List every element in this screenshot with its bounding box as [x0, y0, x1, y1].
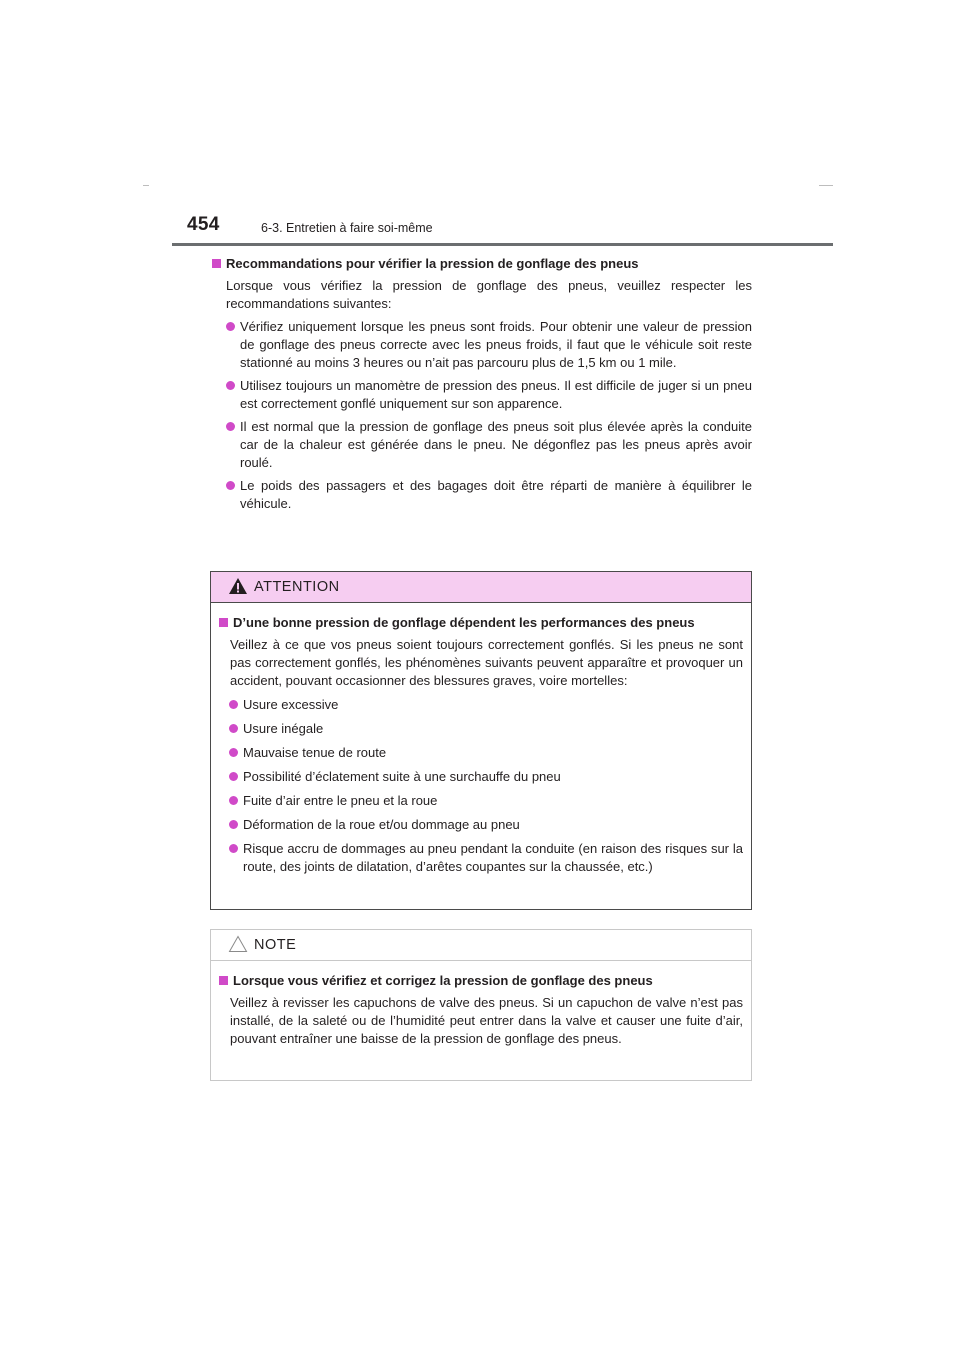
list-item: Déformation de la roue et/ou dommage au pneu: [229, 816, 743, 834]
square-bullet-icon: [219, 976, 228, 985]
list-item: Le poids des passagers et des bagages doit être réparti de manière à équilibrer le véhicule.: [226, 477, 752, 513]
list-item: Possibilité d’éclatement suite à une surchauffe du pneu: [229, 768, 743, 786]
dot-bullet-icon: [229, 724, 238, 733]
dot-bullet-icon: [226, 381, 235, 390]
list-item: Mauvaise tenue de route: [229, 744, 743, 762]
note-box: [210, 929, 752, 1081]
list-item: Fuite d’air entre le pneu et la roue: [229, 792, 743, 810]
note-body: [211, 961, 751, 1048]
crop-mark-right: [819, 185, 833, 186]
attention-heading: D’une bonne pression de gonflage dépendent les performances des pneus: [219, 614, 743, 632]
dot-bullet-icon: [226, 422, 235, 431]
section-title: 6-3. Entretien à faire soi-même: [261, 221, 433, 235]
dot-bullet-icon: [229, 772, 238, 781]
attention-header: [211, 572, 751, 603]
attention-text: Veillez à ce que vos pneus soient toujours correctement gonflés. Si les pneus ne sont pas correctement gonflés, les phénomènes suivants peuvent apparaître et provoquer un accident, pouvant occasionner des blessures graves, voire mortelles:: [230, 637, 743, 688]
list-item: Utilisez toujours un manomètre de pression des pneus. Il est difficile de juger si un pneu est correctement gonflé uniquement sur son apparence.: [226, 377, 752, 413]
note-text: Veillez à revisser les capuchons de valve des pneus. Si un capuchon de valve n’est pas installé, de la saleté ou de l’humidité peut entrer dans la valve et causer une fuite d’air, pouvant entraîner une baisse de la pression de gonflage des pneus.: [230, 995, 743, 1046]
square-bullet-icon: [219, 618, 228, 627]
dot-bullet-icon: [229, 748, 238, 757]
crop-mark-left: [143, 185, 149, 186]
main-heading: Recommandations pour vérifier la pression de gonflage des pneus: [212, 255, 752, 273]
list-item: Risque accru de dommages au pneu pendant la conduite (en raison des risques sur la route, des joints de dilatation, d’arêtes coupantes sur la chaussée, etc.): [229, 840, 743, 876]
page-number: 454: [187, 214, 220, 235]
dot-bullet-icon: [229, 796, 238, 805]
list-item: Usure inégale: [229, 720, 743, 738]
list-item: Usure excessive: [229, 696, 743, 714]
note-heading: Lorsque vous vérifiez et corrigez la pression de gonflage des pneus: [219, 972, 743, 990]
dot-bullet-icon: [229, 700, 238, 709]
main-intro: Lorsque vous vérifiez la pression de gonflage des pneus, veuillez respecter les recommandations suivantes:: [226, 278, 752, 311]
dot-bullet-icon: [226, 322, 235, 331]
attention-label: ATTENTION: [254, 579, 340, 595]
square-bullet-icon: [212, 259, 221, 268]
note-header: [211, 930, 751, 961]
attention-box: [210, 571, 752, 910]
dot-bullet-icon: [226, 481, 235, 490]
warning-triangle-outline-icon: [228, 935, 248, 953]
header-rule: [172, 243, 833, 246]
attention-body: [211, 603, 751, 876]
note-label: NOTE: [254, 937, 297, 953]
dot-bullet-icon: [229, 844, 238, 853]
list-item: Vérifiez uniquement lorsque les pneus sont froids. Pour obtenir une valeur de pression de gonflage des pneus correcte avec les pneus froids, il faut que le véhicule soit reste stationné au moins 3 heures ou n’ait pas parcouru plus de 1,5 km ou 1 mile.: [226, 318, 752, 372]
main-content: [212, 255, 752, 513]
warning-triangle-icon: [228, 577, 248, 595]
dot-bullet-icon: [229, 820, 238, 829]
list-item: Il est normal que la pression de gonflage des pneus soit plus élevée après la conduite car de la chaleur est générée dans le pneu. Ne dégonflez pas les pneus après avoir roulé.: [226, 418, 752, 472]
